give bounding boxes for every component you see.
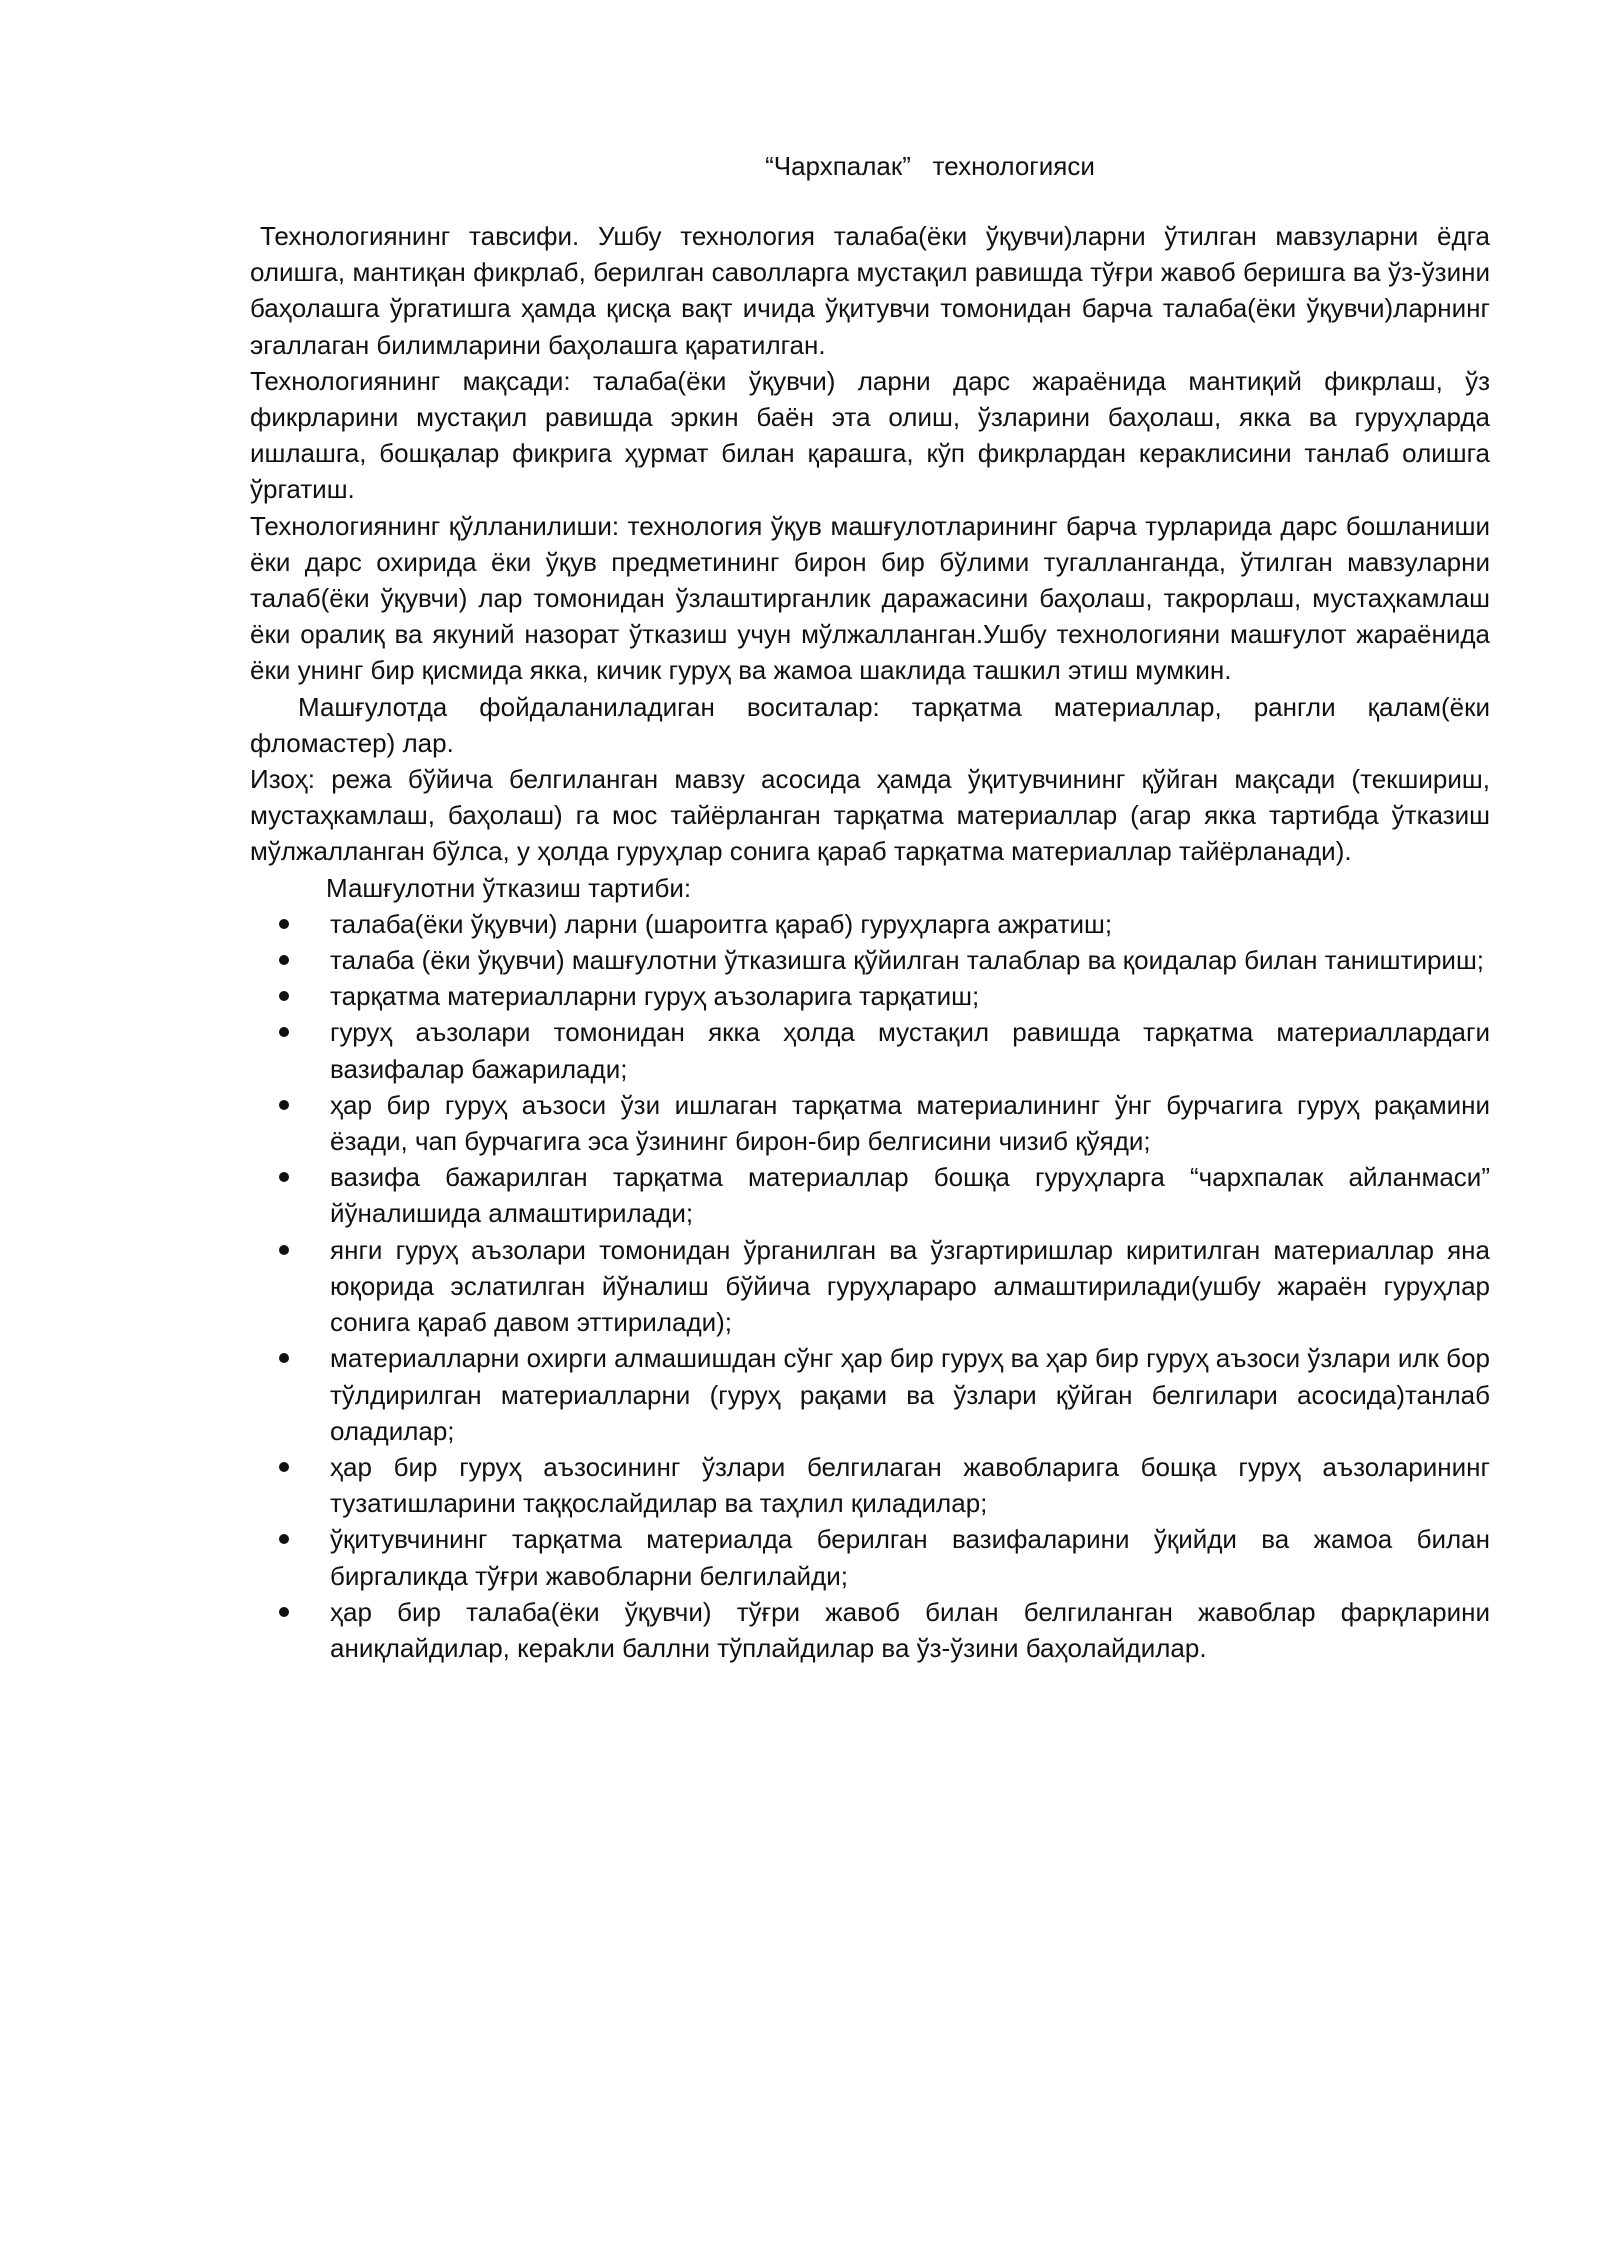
list-item-text: ҳар бир гуруҳ аъзосининг ўзлари белгилаган жавобларига бошқа гуруҳ аъзоларининг тузатишларини таққослайдилар ва таҳлил қиладилар; bbox=[330, 1451, 1490, 1519]
bullet-icon bbox=[279, 1027, 289, 1037]
list-item bbox=[250, 906, 1490, 942]
bullet-icon bbox=[279, 1353, 289, 1363]
paragraph-description: Технологиянинг тавсифи. Ушбу технология талаба(ёки ўқувчи)ларни ўтилган мавзуларни ёдга олишга, мантиқан фикрлаб, берилган саволларга мустақил равишда тўғри жавоб беришга ва ўз-ўзини баҳолашга ўргатишга ҳамда қисқа вақт ичида ўқитувчи томонидан барча талаба(ёки ўқувчи)ларнинг эгаллаган билимларини баҳолашга қаратилган. bbox=[250, 221, 1490, 360]
list-item bbox=[250, 1521, 1490, 1593]
bullet-icon bbox=[279, 919, 289, 929]
list-item-text: гуруҳ аъзолари томонидан якка ҳолда мустақил равишда тарқатма материаллардаги вазифалар бажарилади; bbox=[330, 1017, 1490, 1084]
list-item-text: янги гуруҳ аъзолари томонидан ўрганилган ва ўзгартиришлар киритилган материаллар яна юқорида эслатилган йўналиш бўйича гуруҳлараро алмаштирилади(ушбу жараён гуруҳлар сонига қараб давом эттирилади); bbox=[330, 1234, 1490, 1338]
list-item-text: талаба(ёки ўқувчи) ларни (шароитга қараб) гуруҳларга ажратиш; bbox=[330, 908, 1113, 939]
procedure-heading: Машғулотни ўтказиш тартиби: bbox=[326, 872, 692, 903]
bullet-icon bbox=[279, 1607, 289, 1617]
list-item-text: ҳар бир талаба(ёки ўқувчи) тўғри жавоб билан белгиланган жавоблар фарқларини аниқлайдилар, кераkли баллни тўплайдилар ва ўз-ўзини баҳолайдилар. bbox=[330, 1596, 1490, 1663]
list-item-text: ўқитувчининг тарқатма материалда берилган вазифаларини ўқийди ва жамоа билан биргаликда тўғри жавобларни белгилайди; bbox=[330, 1524, 1490, 1591]
bullet-icon bbox=[279, 1100, 289, 1110]
list-item bbox=[250, 1014, 1490, 1086]
list-item bbox=[250, 1594, 1490, 1666]
bullet-icon bbox=[279, 1534, 289, 1544]
list-item bbox=[250, 1340, 1490, 1449]
document-page bbox=[250, 148, 1490, 1666]
paragraph-application: Технологиянинг қўлланилиши: технология ўқув машғулотларининг барча турларида дарс бошланиши ёки дарс охирида ёки ўқув предметининг бирон бир бўлими тугалланганда, ўтилган мавзуларни талаб(ёки ўқувчи) лар томонидан ўзлаштирганлик даражасини баҳолаш, такрорлаш, мустаҳкамлаш ёки оралиқ ва якуний назорат ўтказиш учун мўлжалланган.Ушбу технологияни машғулот жараёнида ёки унинг бир қисмида якка, кичик гуруҳ ва жамоа шаклида ташкил этиш мумкин. bbox=[250, 510, 1490, 686]
list-item bbox=[250, 1449, 1490, 1521]
bullet-icon bbox=[279, 1172, 289, 1182]
list-item-text: вазифа бажарилган тарқатма материаллар бошқа гуруҳларга “чархпалак айланмаси” йўналишида алмаштирилади; bbox=[330, 1162, 1490, 1229]
list-item-text: материалларни охирги алмашишдан сўнг ҳар бир гуруҳ ва ҳар бир гуруҳ аъзоси ўзлари илк бор тўлдирилган материалларни (гуруҳ рақами ва ўзлари қўйган белгилари асосида)танлаб оладилар; bbox=[330, 1343, 1490, 1446]
bullet-icon bbox=[279, 1245, 289, 1255]
list-item bbox=[250, 1087, 1490, 1159]
list-item bbox=[250, 1232, 1490, 1341]
list-item bbox=[250, 1159, 1490, 1231]
document-title: “Чархпалак” технологияси bbox=[765, 151, 1095, 181]
list-item bbox=[250, 978, 1490, 1014]
list-item bbox=[250, 942, 1490, 978]
list-item-text: талаба (ёки ўқувчи) машғулотни ўтказишга қўйилган талаблар ва қоидалар билан таништириш; bbox=[330, 945, 1485, 976]
list-item-text: ҳар бир гуруҳ аъзоси ўзи ишлаган тарқатма материалининг ўнг бурчагига гуруҳ рақамини ёзади, чап бурчагига эса ўзининг бирон-бир белгисини чизиб қўяди; bbox=[330, 1089, 1490, 1157]
paragraph-tools: Машғулотда фойдаланиладиган воситалар: тарқатма материаллар, рангли қалам(ёки фломастер) лар. bbox=[250, 691, 1490, 758]
bullet-icon bbox=[279, 991, 289, 1001]
list-item-text: тарқатма материалларни гуруҳ аъзоларига тарқатиш; bbox=[330, 981, 980, 1012]
procedure-steps-list bbox=[250, 906, 1490, 1666]
paragraph-note: Изоҳ: режа бўйича белгиланган мавзу асосида ҳамда ўқитувчининг қўйган мақсади (текшириш, мустаҳкамлаш, баҳолаш) га мос тайёрланган тарқатма материаллар (агар якка тартибда ўтказиш мўлжалланган бўлса, у ҳолда гуруҳлар сонига қараб тарқатма материаллар тайёрланади). bbox=[250, 764, 1490, 867]
paragraph-goal: Технологиянинг мақсади: талаба(ёки ўқувчи) ларни дарс жараёнида мантиқий фикрлаш, ўз фикрларини мустақил равишда эркин баён эта олиш, ўзларини баҳолаш, якка ва гуруҳларда ишлашга, бошқалар фикрига ҳурмат билан қарашга, кўп фикрлардан кераклисини танлаб олишга ўргатиш. bbox=[250, 365, 1490, 505]
bullet-icon bbox=[279, 1462, 289, 1472]
bullet-icon bbox=[279, 955, 289, 965]
